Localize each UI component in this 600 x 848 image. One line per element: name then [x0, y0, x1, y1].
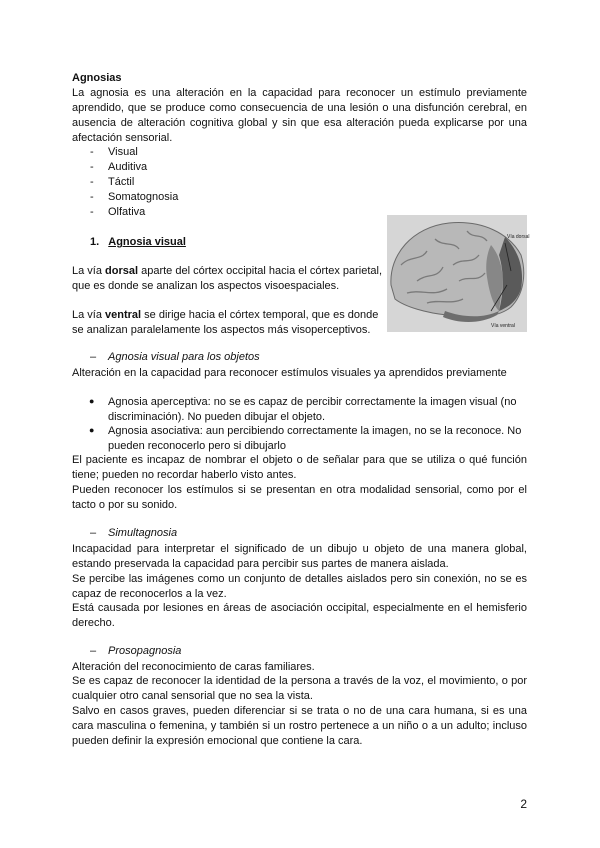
- subsection-title-objetos: Agnosia visual para los objetos: [108, 351, 260, 363]
- intro-line-4: afectación sensorial.: [72, 132, 173, 144]
- subsection-dash: –: [90, 527, 97, 539]
- brain-pathways-figure: [387, 215, 530, 332]
- page-number: 2: [520, 797, 527, 811]
- section-number: 1.: [90, 236, 100, 248]
- intro-line-2: aprendido, que se produce como consecuencia de una lesión o una disfunción cerebral, en: [72, 102, 527, 114]
- objetos-p2-line-1: Pueden reconocer los estímulos si se presentan en otra modalidad sensorial, como por el: [72, 484, 527, 496]
- simult-p1-line-2: estando preservada la capacidad para percibir sus partes de manera aislada.: [72, 558, 449, 570]
- ventral-line-2: se analizan paralelamente los aspectos más visoperceptivos.: [72, 324, 371, 336]
- bullet-icon: ●: [89, 425, 95, 435]
- proso-p3-line-3: pueden definir la expresión emocional que contiene la cara.: [72, 735, 363, 747]
- objetos-p1-line-1: El paciente es incapaz de nombrar el objeto o de señalar para que se utiliza o qué función: [72, 454, 527, 466]
- bullet-aperceptiva-line-2: discriminación). No pueden dibujar el objeto.: [108, 411, 326, 423]
- proso-p2-line-1: Se es capaz de reconocer la identidad de la persona a través de la voz, el movimiento, o por: [72, 675, 527, 687]
- subsection-title-prosopagnosia: Prosopagnosia: [108, 645, 182, 657]
- label-via-ventral: Vía ventral: [491, 323, 515, 329]
- brain-illustration: [387, 215, 530, 332]
- subsection-title-simultagnosia: Simultagnosia: [108, 527, 178, 539]
- subsection-dash: –: [90, 351, 97, 363]
- objetos-p1-line-2: tiene; pueden no recordar haberlo visto antes.: [72, 469, 297, 481]
- heading-agnosias: Agnosias: [72, 72, 122, 84]
- bullet-asociativa-line-1: Agnosia asociativa: aun percibiendo correctamente la imagen, no se la reconoce. No: [108, 425, 522, 437]
- simult-p3-line-1: Está causada por lesiones en áreas de asociación occipital, especialmente en el hemisferio: [72, 602, 527, 614]
- simult-p3-line-2: derecho.: [72, 617, 115, 629]
- section-title: Agnosia visual: [108, 236, 186, 248]
- section-heading-agnosia-visual: [90, 235, 186, 249]
- document-page: Agnosias La agnosia es una alteración en la capacidad para reconocer un estímulo previamente aprendido, que se produce como consecuencia de una lesión o una disfunción cerebral, en ausencia de alteración cognitiva global y sin que esa alteración pueda explicarse por una afectación sensorial. - Visual - Auditiva - Táctil - Somatognosia - Olfativa 1. Agnosia visual La vía dorsal aparte del córtex occipital hacia el córtex parietal, que es donde se analizan los aspectos visoespaciales. La vía ventral se dirige hacia el córtex temporal, que es donde se analizan paralelamente los aspectos más visoperceptivos. Vía dorsal Vía ventral – Agnosia visual para los objetos Alteración en la capacidad para reconocer estímulos visuales ya aprendidos previamente ● Agnosia aperceptiva: no se es capaz de percibir correctamente la imagen visual (no discriminación). No pueden dibujar el objeto. ● Agnosia asociativa: aun percibiendo correctamente la imagen, no se la reconoce. No pueden reconocerlo pero si dibujarlo El paciente es incapaz de nombrar el objeto o de señalar para que se utiliza o qué función tiene; pueden no recordar haberlo visto antes. Pueden reconocer los estímulos si se presentan en otra modalidad sensorial, como por el tacto o por su sonido. – Simultagnosia Incapacidad para interpretar el significado de un dibujo u objeto de una manera global, estando preservada la capacidad para percibir sus partes de manera aislada. Se percibe las imágenes como un conjunto de detalles aislados pero sin conexión, no se es capaz de reconocerlos a la vez. Está causada por lesiones en áreas de asociación occipital, especialmente en el hemisferio derecho. – Prosopagnosia Alteración del reconocimiento de caras familiares. Se es capaz de reconocer la identidad de la persona a través de la voz, el movimiento, o por cualquier otro canal sensorial que no sea la vista. Salvo en casos graves, pueden diferenciar si se trata o no de una cara humana, si es una cara masculina o femenina, y también si un rostro pertenece a un niño o a un adulto; incluso pueden definir la expresión emocional que contiene la cara. 2: [72, 72, 530, 811]
- proso-p1: Alteración del reconocimiento de caras familiares.: [72, 661, 315, 673]
- bullet-icon: ●: [89, 396, 95, 406]
- dorsal-line-1: La vía dorsal aparte del córtex occipital hacia el córtex parietal,: [72, 265, 383, 277]
- bullet-asociativa-line-2: pueden reconocerlo pero si dibujarlo: [108, 440, 286, 452]
- proso-p3-line-2: cara masculina o femenina, y también si un rostro pertenece a un niño o a un adulto; incluso: [72, 720, 527, 732]
- bullet-aperceptiva-line-1: Agnosia aperceptiva: no se es capaz de percibir correctamente la imagen visual (no: [108, 396, 517, 408]
- objetos-definition: Alteración en la capacidad para reconocer estímulos visuales ya aprendidos previamente: [72, 367, 507, 379]
- subsection-dash: –: [90, 645, 97, 657]
- objetos-p2-line-2: tacto o por su sonido.: [72, 499, 178, 511]
- simult-p2-line-1: Se percibe las imágenes como un conjunto de detalles aislados pero sin conexión, no se es: [72, 573, 527, 585]
- dorsal-line-2: que es donde se analizan los aspectos visoespaciales.: [72, 280, 340, 292]
- intro-line-1: La agnosia es una alteración en la capacidad para reconocer un estímulo previamente: [72, 87, 527, 99]
- intro-line-3: ausencia de alteración cognitiva global y sin que esa alteración pueda explicarse por una: [72, 117, 527, 129]
- ventral-line-1: La vía ventral se dirige hacia el córtex temporal, que es donde: [72, 309, 379, 321]
- simult-p1-line-1: Incapacidad para interpretar el significado de un dibujo u objeto de una manera global,: [72, 543, 527, 555]
- proso-p3-line-1: Salvo en casos graves, pueden diferenciar si se trata o no de una cara humana, si es una: [72, 705, 527, 717]
- label-via-dorsal: Vía dorsal: [507, 234, 530, 240]
- proso-p2-line-2: cualquier otro canal sensorial que no sea la vista.: [72, 690, 313, 702]
- simult-p2-line-2: capaz de reconocerlos a la vez.: [72, 588, 227, 600]
